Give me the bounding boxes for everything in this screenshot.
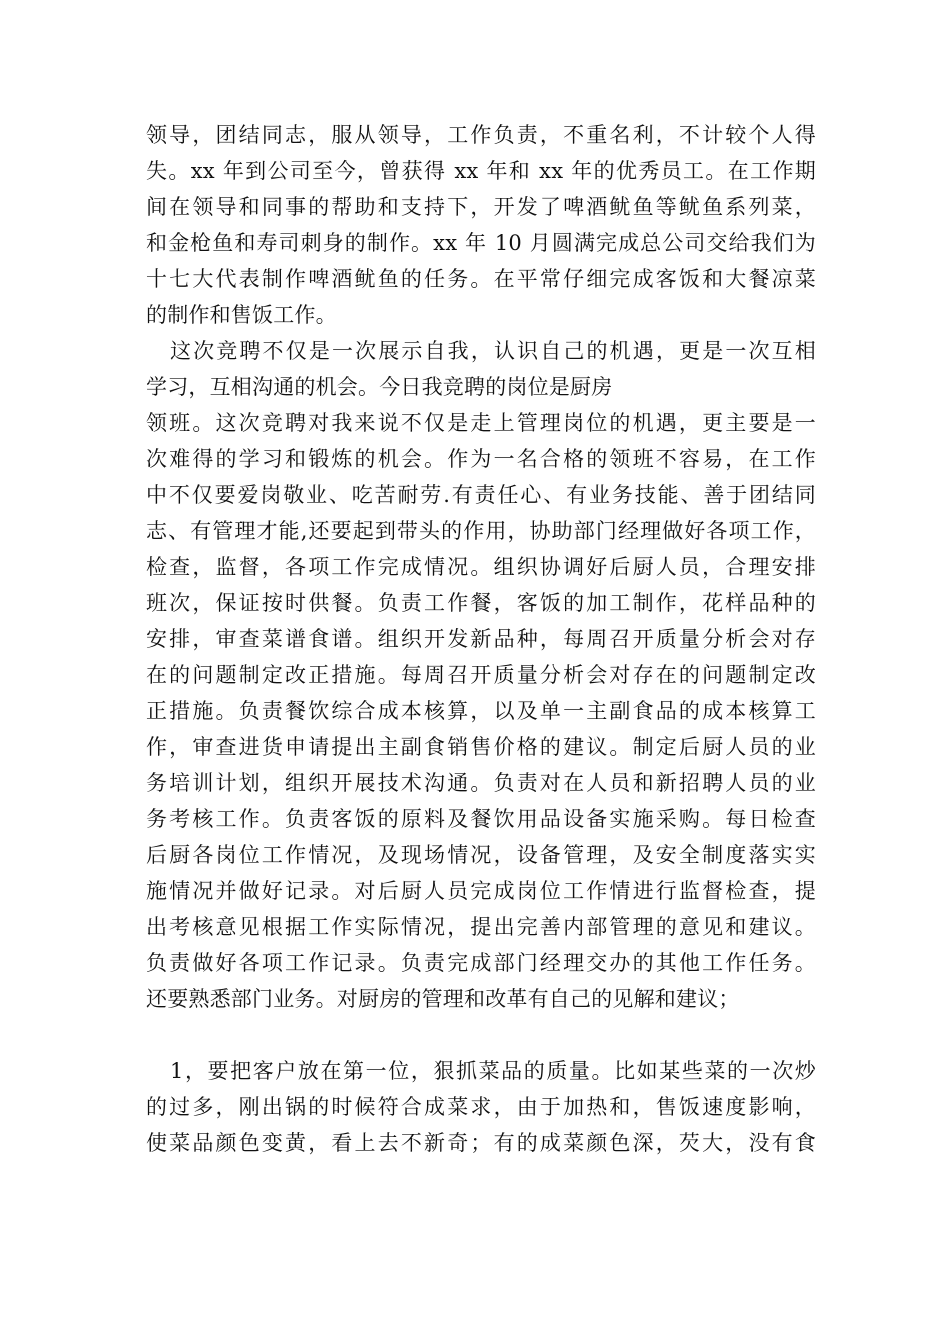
text-line: 间在领导和同事的帮助和支持下，开发了啤酒鱿鱼等鱿鱼系列菜， — [146, 195, 816, 219]
text-line: 这次竞聘不仅是一次展示自我，认识自己的机遇，更是一次互相 — [170, 339, 816, 363]
text-line: 失。xx 年到公司至今，曾获得 xx 年和 xx 年的优秀员工。在工作期 — [146, 159, 816, 183]
text-line: 的制作和售饭工作。 — [146, 303, 337, 327]
text-line: 出考核意见根据工作实际情况，提出完善内部管理的意见和建议。 — [146, 915, 816, 939]
text-line: 施情况并做好记录。对后厨人员完成岗位工作情进行监督检查，提 — [146, 879, 816, 903]
text-line: 领导，团结同志，服从领导，工作负责，不重名利，不计较个人得 — [146, 123, 816, 147]
text-line: 务考核工作。负责客饭的原料及餐饮用品设备实施采购。每日检查 — [146, 807, 816, 831]
text-line: 和金枪鱼和寿司刺身的制作。xx 年 10 月圆满完成总公司交给我们为 — [146, 231, 816, 255]
text-line: 1，要把客户放在第一位，狠抓菜品的质量。比如某些菜的一次炒 — [170, 1059, 816, 1083]
text-line: 使菜品颜色变黄，看上去不新奇；有的成菜颜色深，芡大，没有食 — [146, 1131, 816, 1155]
text-line: 检查，监督，各项工作完成情况。组织协调好后厨人员，合理安排 — [146, 555, 816, 579]
text-line: 负责做好各项工作记录。负责完成部门经理交办的其他工作任务。 — [146, 951, 816, 975]
text-line: 安排，审查菜谱食谱。组织开发新品种，每周召开质量分析会对存 — [146, 627, 816, 651]
text-line: 在的问题制定改正措施。每周召开质量分析会对存在的问题制定改 — [146, 663, 816, 687]
text-line: 志、有管理才能,还要起到带头的作用，协助部门经理做好各项工作， — [146, 519, 816, 543]
text-line: 正措施。负责餐饮综合成本核算，以及单一主副食品的成本核算工 — [146, 699, 816, 723]
text-line: 领班。这次竞聘对我来说不仅是走上管理岗位的机遇，更主要是一 — [146, 411, 816, 435]
text-line: 的过多，刚出锅的时候符合成菜求，由于加热和，售饭速度影响， — [146, 1095, 816, 1119]
text-line: 务培训计划，组织开展技术沟通。负责对在人员和新招聘人员的业 — [146, 771, 816, 795]
text-line: 作，审查进货申请提出主副食销售价格的建议。制定后厨人员的业 — [146, 735, 816, 759]
text-line: 中不仅要爱岗敬业、吃苦耐劳.有责任心、有业务技能、善于团结同 — [146, 483, 816, 507]
text-line: 还要熟悉部门业务。对厨房的管理和改革有自己的见解和建议； — [146, 987, 740, 1011]
text-line: 后厨各岗位工作情况，及现场情况，设备管理，及安全制度落实实 — [146, 843, 816, 867]
text-line: 班次，保证按时供餐。负责工作餐，客饭的加工制作，花样品种的 — [146, 591, 816, 615]
text-line: 学习，互相沟通的机会。今日我竞聘的岗位是厨房 — [146, 375, 613, 399]
text-line: 十七大代表制作啤酒鱿鱼的任务。在平常仔细完成客饭和大餐凉菜 — [146, 267, 816, 291]
text-line: 次难得的学习和锻炼的机会。作为一名合格的领班不容易，在工作 — [146, 447, 816, 471]
